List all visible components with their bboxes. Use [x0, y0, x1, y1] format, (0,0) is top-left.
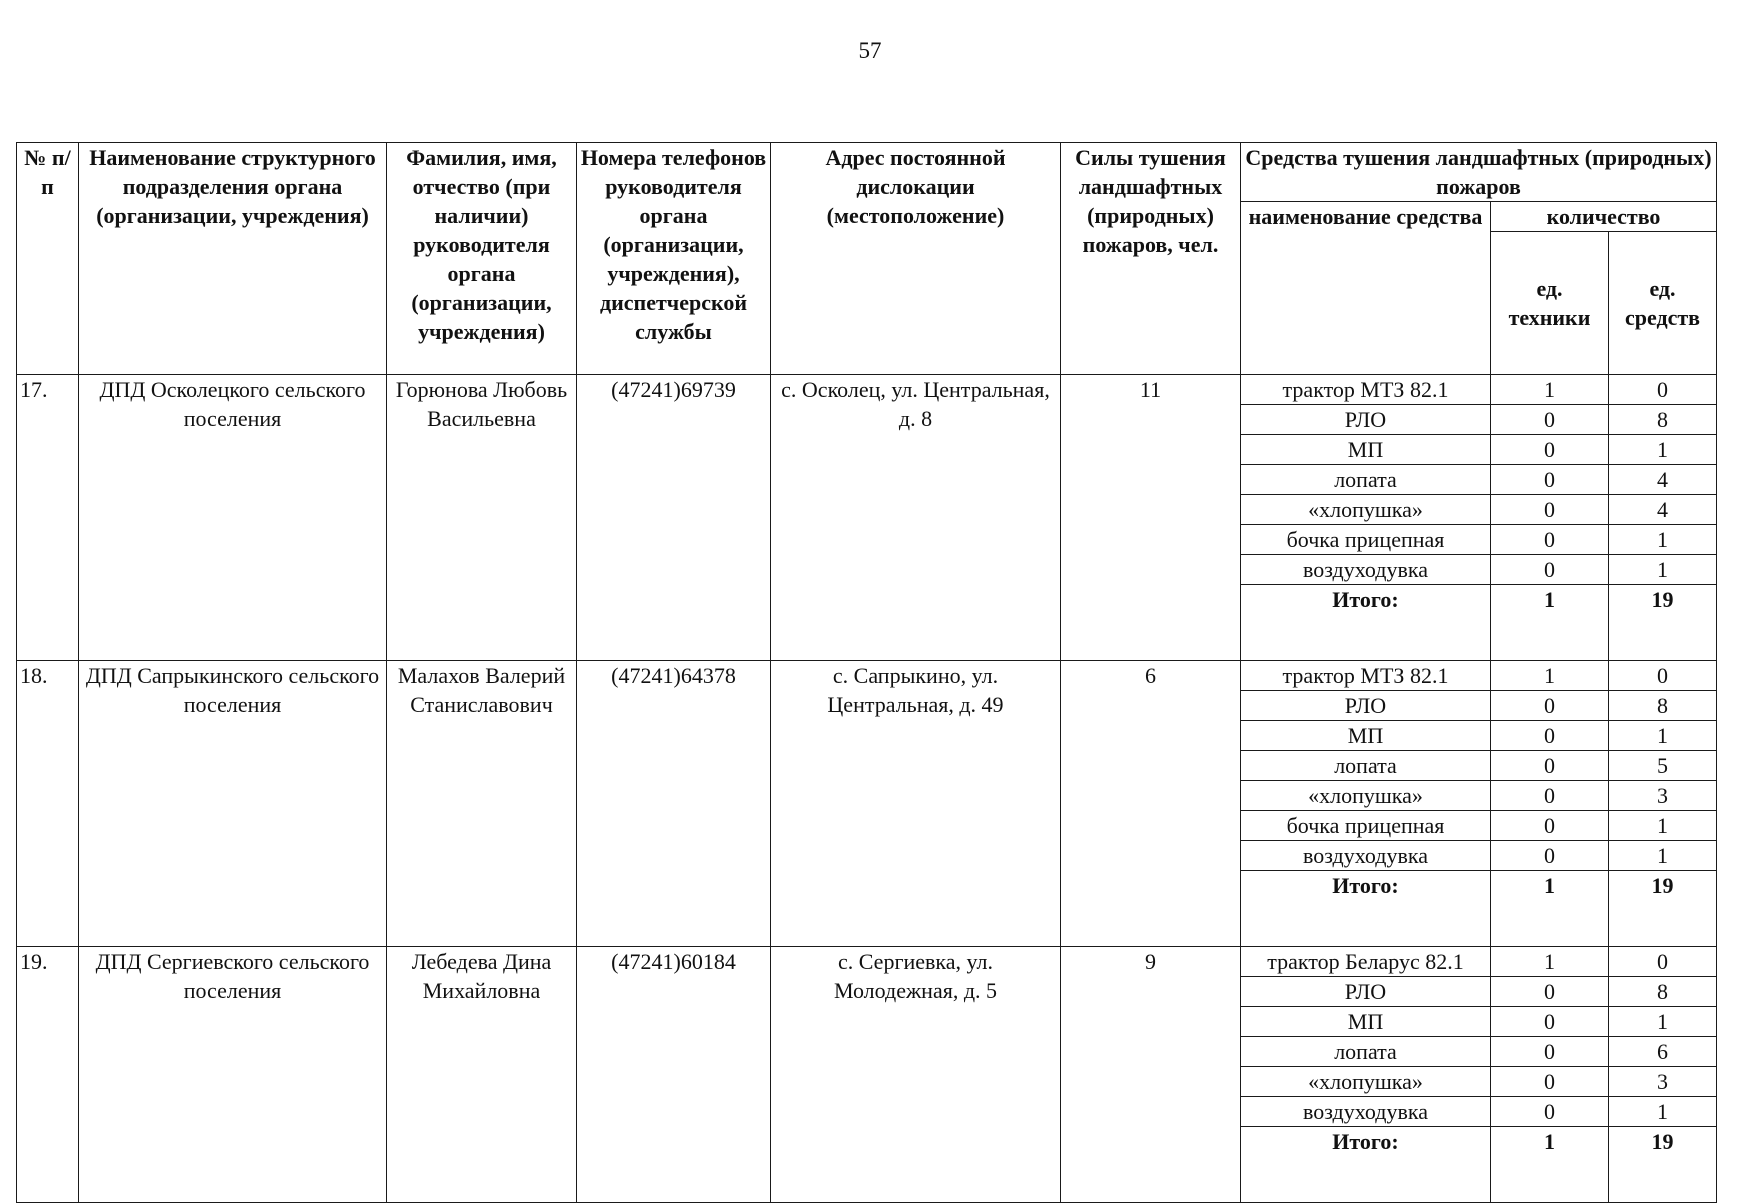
table-row [17, 947, 1717, 977]
means-name: воздуходувка [1241, 1097, 1491, 1127]
spacer-cell [1491, 615, 1609, 661]
units-tech: 0 [1491, 751, 1609, 781]
units-means: 8 [1609, 405, 1717, 435]
units-means: 4 [1609, 465, 1717, 495]
header-num: № п/п [17, 143, 79, 375]
phone: (47241)64378 [577, 661, 771, 947]
total-label: Итого: [1241, 871, 1491, 901]
units-means: 1 [1609, 555, 1717, 585]
units-means: 1 [1609, 1007, 1717, 1037]
units-means: 6 [1609, 1037, 1717, 1067]
units-tech: 0 [1491, 435, 1609, 465]
units-tech: 0 [1491, 1007, 1609, 1037]
fire-means-table [16, 142, 1717, 1203]
units-means: 1 [1609, 841, 1717, 871]
units-means: 1 [1609, 435, 1717, 465]
unit-name: ДПД Сергиевского сельского поселения [79, 947, 387, 1203]
units-tech: 0 [1491, 841, 1609, 871]
means-name: РЛО [1241, 977, 1491, 1007]
units-tech: 0 [1491, 811, 1609, 841]
total-label: Итого: [1241, 585, 1491, 615]
total-tech: 1 [1491, 585, 1609, 615]
units-tech: 0 [1491, 977, 1609, 1007]
units-means: 8 [1609, 977, 1717, 1007]
spacer-cell [1491, 1157, 1609, 1203]
head-name: Лебедева Дина Михайловна [387, 947, 577, 1203]
units-tech: 0 [1491, 1067, 1609, 1097]
spacer-cell [1241, 901, 1491, 947]
unit-name: ДПД Сапрыкинского сельского поселения [79, 661, 387, 947]
table-body [17, 375, 1717, 1203]
unit-name: ДПД Осколецкого сельского поселения [79, 375, 387, 661]
units-tech: 0 [1491, 781, 1609, 811]
means-name: «хлопушка» [1241, 1067, 1491, 1097]
units-tech: 0 [1491, 555, 1609, 585]
means-name: МП [1241, 721, 1491, 751]
head-name: Горюнова Любовь Васильевна [387, 375, 577, 661]
means-name: трактор МТЗ 82.1 [1241, 661, 1491, 691]
spacer-cell [1609, 615, 1717, 661]
units-means: 0 [1609, 375, 1717, 405]
units-means: 3 [1609, 1067, 1717, 1097]
address: с. Сергиевка, ул. Молодежная, д. 5 [771, 947, 1061, 1203]
units-means: 8 [1609, 691, 1717, 721]
forces-count: 6 [1061, 661, 1241, 947]
table-row [17, 375, 1717, 405]
phone: (47241)69739 [577, 375, 771, 661]
means-name: бочка прицепная [1241, 811, 1491, 841]
units-means: 1 [1609, 811, 1717, 841]
units-means: 1 [1609, 721, 1717, 751]
forces-count: 9 [1061, 947, 1241, 1203]
address: с. Осколец, ул. Центральная, д. 8 [771, 375, 1061, 661]
header-head-name: Фамилия, имя, отчество (при наличии) руководителя органа (организации, учреждения) [387, 143, 577, 375]
units-means: 3 [1609, 781, 1717, 811]
spacer-cell [1241, 1157, 1491, 1203]
units-tech: 0 [1491, 405, 1609, 435]
means-name: МП [1241, 1007, 1491, 1037]
header-means-name: наименование средства [1241, 202, 1491, 375]
means-name: воздуходувка [1241, 841, 1491, 871]
units-tech: 0 [1491, 1037, 1609, 1067]
units-means: 0 [1609, 661, 1717, 691]
row-num: 18. [17, 661, 79, 947]
row-num: 17. [17, 375, 79, 661]
units-tech: 0 [1491, 525, 1609, 555]
page-number: 57 [858, 38, 882, 63]
table-row [17, 661, 1717, 691]
means-name: лопата [1241, 465, 1491, 495]
means-name: лопата [1241, 1037, 1491, 1067]
units-tech: 0 [1491, 691, 1609, 721]
total-means: 19 [1609, 1127, 1717, 1157]
units-tech: 0 [1491, 721, 1609, 751]
header-phones: Номера телефонов руководителя органа (организации, учреждения), диспетчерской службы [577, 143, 771, 375]
means-name: трактор Беларус 82.1 [1241, 947, 1491, 977]
means-name: бочка прицепная [1241, 525, 1491, 555]
phone: (47241)60184 [577, 947, 771, 1203]
units-tech: 1 [1491, 661, 1609, 691]
units-means: 0 [1609, 947, 1717, 977]
means-name: трактор МТЗ 82.1 [1241, 375, 1491, 405]
header-address: Адрес постоянной дислокации (местоположение) [771, 143, 1061, 375]
means-name: воздуходувка [1241, 555, 1491, 585]
units-means: 4 [1609, 495, 1717, 525]
spacer-cell [1609, 1157, 1717, 1203]
address: с. Сапрыкино, ул. Центральная, д. 49 [771, 661, 1061, 947]
forces-count: 11 [1061, 375, 1241, 661]
table-header [17, 143, 1717, 375]
header-means: Средства тушения ландшафтных (природных) пожаров [1241, 143, 1717, 202]
spacer-cell [1491, 901, 1609, 947]
total-label: Итого: [1241, 1127, 1491, 1157]
units-tech: 1 [1491, 375, 1609, 405]
units-tech: 0 [1491, 465, 1609, 495]
units-means: 1 [1609, 1097, 1717, 1127]
means-name: МП [1241, 435, 1491, 465]
means-name: РЛО [1241, 405, 1491, 435]
units-means: 5 [1609, 751, 1717, 781]
means-name: лопата [1241, 751, 1491, 781]
units-means: 1 [1609, 525, 1717, 555]
total-means: 19 [1609, 871, 1717, 901]
units-tech: 0 [1491, 1097, 1609, 1127]
header-units-means: ед. средств [1609, 232, 1717, 375]
total-tech: 1 [1491, 1127, 1609, 1157]
head-name: Малахов Валерий Станиславович [387, 661, 577, 947]
units-tech: 1 [1491, 947, 1609, 977]
header-units-tech: ед. техники [1491, 232, 1609, 375]
header-quantity: количество [1491, 202, 1717, 232]
means-name: РЛО [1241, 691, 1491, 721]
spacer-cell [1241, 615, 1491, 661]
spacer-cell [1609, 901, 1717, 947]
means-name: «хлопушка» [1241, 781, 1491, 811]
header-forces: Силы тушения ландшафтных (природных) пожаров, чел. [1061, 143, 1241, 375]
header-unit-name: Наименование структурного подразделения органа (организации, учреждения) [79, 143, 387, 375]
units-tech: 0 [1491, 495, 1609, 525]
total-means: 19 [1609, 585, 1717, 615]
row-num: 19. [17, 947, 79, 1203]
means-name: «хлопушка» [1241, 495, 1491, 525]
total-tech: 1 [1491, 871, 1609, 901]
